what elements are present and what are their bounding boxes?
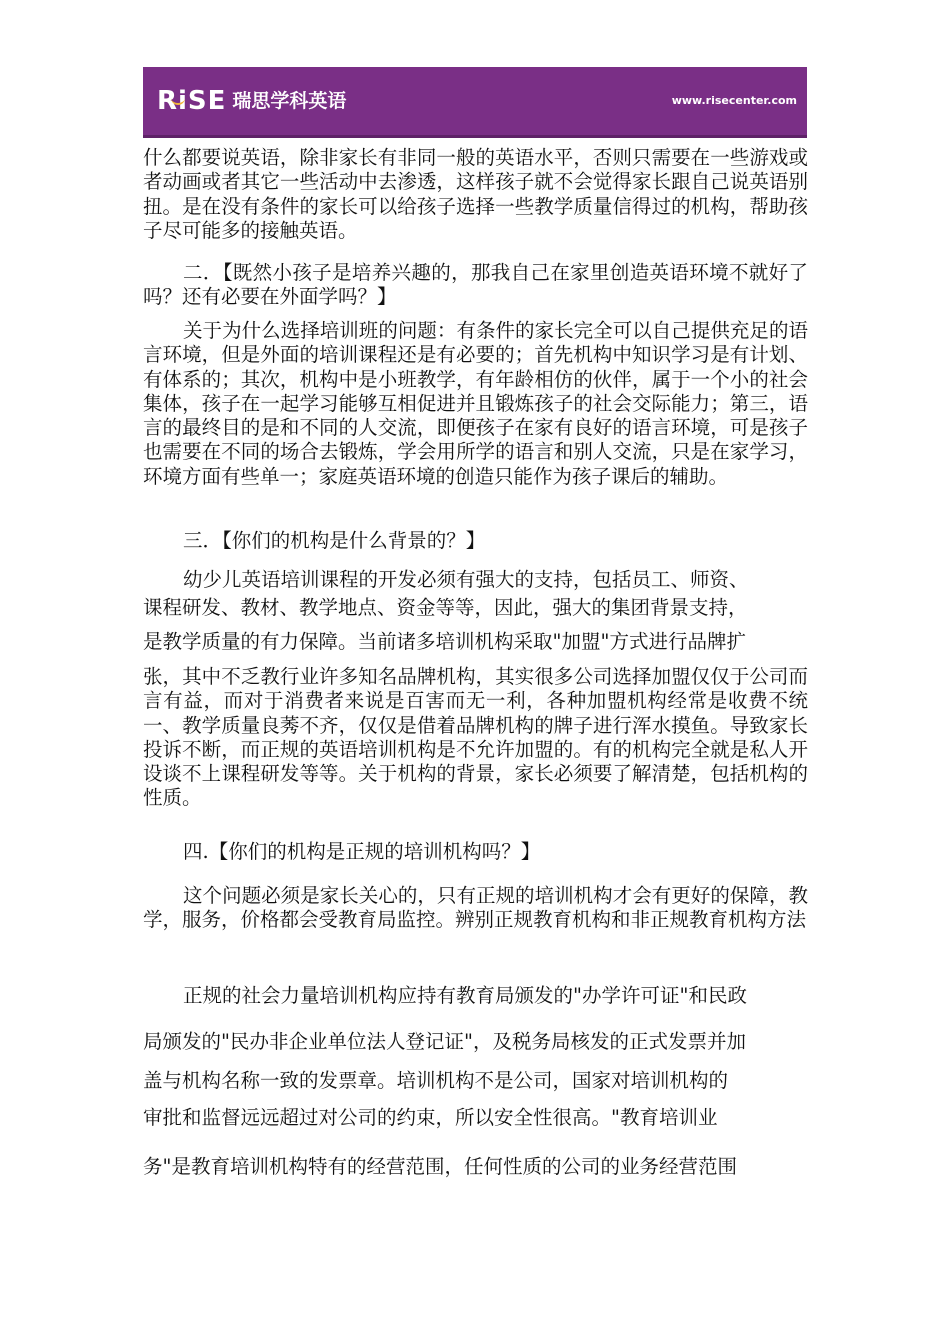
- question-4: 四.【你们的机构是正规的培训机构吗？】: [183, 840, 541, 863]
- answer-4b-line-5: 务"是教育培训机构特有的经营范围，任何性质的公司的业务经营范围: [143, 1155, 737, 1178]
- answer-4b-line-2: 局颁发的"民办非企业单位法人登记证"，及税务局核发的正式发票并加: [143, 1030, 746, 1053]
- logo-text: 瑞思学科英语: [232, 90, 347, 112]
- answer-2: 关于为什么选择培训班的问题：有条件的家长完全可以自己提供充足的语言环境，但是外面的培训课程还是有必要的；首先机构中知识学习是有计划、有体系的；其次，机构中是小班教学，有年龄相仿的伙伴，属于一个小的社会集体，孩子在一起学习能够互相促进并且锻炼孩子的社会交际能力；第三，语言的最终目的是和不同的人交流，即便孩子在家有良好的语言环境，可是孩子也需要在不同的场合去锻炼，学会用所学的语言和别人交流，只是在家学习，环境方面有些单一；家庭英语环境的创造只能作为孩子课后的辅助。: [143, 319, 808, 488]
- answer-4: 这个问题必须是家长关心的，只有正规的培训机构才会有更好的保障，教学，服务，价格都会受教育局监控。辨别正规教育机构和非正规教育机构方法: [143, 884, 808, 932]
- answer-3-line-2: 课程研发、教材、教学地点、资金等等，因此，强大的集团背景支持，: [143, 596, 748, 619]
- rise-logo: [157, 84, 346, 118]
- question-3: 三．【你们的机构是什么背景的？】: [183, 529, 486, 552]
- site-url: www.risecenter.com: [671, 94, 797, 107]
- answer-3-rest: 张，其中不乏教行业许多知名品牌机构，其实很多公司选择加盟仅仅于公司而言有益，而对于消费者来说是百害而无一利，各种加盟机构经常是收费不统一、教学质量良莠不齐，仅仅是借着品牌机构的牌子进行浑水摸鱼。导致家长投诉不断，而正规的英语培训机构是不允许加盟的。有的机构完全就是私人开设谈不上课程研发等等。关于机构的背景，家长必须要了解清楚，包括机构的性质。: [143, 665, 808, 810]
- answer-3-line-3: 是教学质量的有力保障。当前诸多培训机构采取"加盟"方式进行品牌扩: [143, 630, 746, 653]
- question-2: 二．【既然小孩子是培养兴趣的，那我自己在家里创造英语环境不就好了吗？还有必要在外面学吗？】: [143, 261, 808, 309]
- answer-3-line-1: 幼少儿英语培训课程的开发必须有强大的支持，包括员工、师资、: [183, 568, 749, 591]
- answer-4b-line-4: 审批和监督远远超过对公司的约束，所以安全性很高。"教育培训业: [143, 1106, 718, 1129]
- page-header-banner: [143, 67, 807, 138]
- answer-4b-line-1: 正规的社会力量培训机构应持有教育局颁发的"办学许可证"和民政: [183, 984, 747, 1007]
- paragraph-intro: 什么都要说英语，除非家长有非同一般的英语水平，否则只需要在一些游戏或者动画或者其它一些活动中去渗透，这样孩子就不会觉得家长跟自己说英语别扭。是在没有条件的家长可以给孩子选择一些教学质量信得过的机构，帮助孩子尽可能多的接触英语。: [143, 146, 808, 242]
- logo-mark: RiSE: [157, 86, 227, 116]
- answer-4b-line-3: 盖与机构名称一致的发票章。培训机构不是公司，国家对培训机构的: [143, 1069, 729, 1092]
